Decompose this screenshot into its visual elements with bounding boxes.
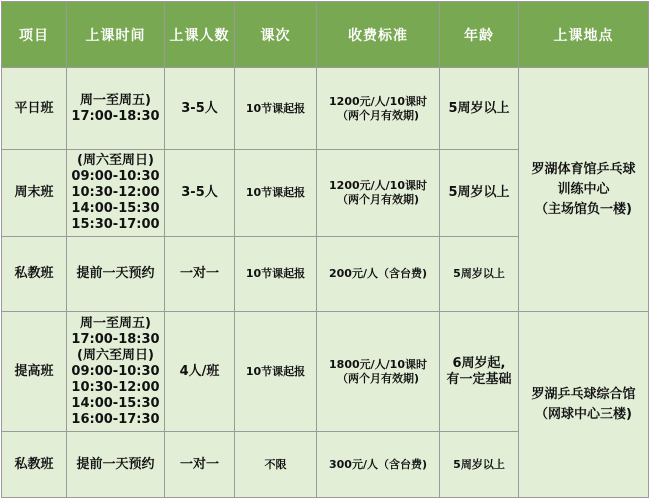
row-time: 周一至周五) 17:00-18:30 [67,68,165,150]
location-luohu-pingpong-complex: 罗湖乒乓球综合馆 （网球中心三楼) [519,312,649,498]
row-age: 5周岁以上 [440,68,519,150]
row-sessions: 10节课起报 [235,68,317,150]
location-luohu-gym: 罗湖体育馆乒乓球 训练中心 （主场馆负一楼) [519,68,649,312]
header-location: 上课地点 [519,2,649,68]
header-fee: 收费标准 [317,2,440,68]
row-count: 3-5人 [165,68,235,150]
row-time: 周一至周五) 17:00-18:30 (周六至周日) 09:00-10:30 10:30-12:00 14:00-15:30 16:00-17:30 [67,312,165,432]
header-class-time: 上课时间 [67,2,165,68]
row-sessions: 10节课起报 [235,237,317,312]
row-fee: 1200元/人/10课时 （两个月有效期) [317,68,440,150]
row-count: 3-5人 [165,150,235,237]
table-row [2,312,649,432]
row-name: 周末班 [2,150,67,237]
header-row [2,2,649,68]
row-time: 提前一天预约 [67,237,165,312]
row-count: 一对一 [165,237,235,312]
row-fee: 200元/人（含台费) [317,237,440,312]
course-schedule-table [1,1,649,498]
row-age: 6周岁起, 有一定基础 [440,312,519,432]
row-name: 提高班 [2,312,67,432]
row-name: 私教班 [2,237,67,312]
row-time: 提前一天预约 [67,432,165,498]
row-sessions: 不限 [235,432,317,498]
header-sessions: 课次 [235,2,317,68]
row-age: 5周岁以上 [440,237,519,312]
row-count: 一对一 [165,432,235,498]
header-class-size: 上课人数 [165,2,235,68]
row-fee: 300元/人（含台费) [317,432,440,498]
row-sessions: 10节课起报 [235,312,317,432]
table-row [2,68,649,150]
row-age: 5周岁以上 [440,150,519,237]
row-sessions: 10节课起报 [235,150,317,237]
header-age: 年龄 [440,2,519,68]
row-fee: 1200元/人/10课时 （两个月有效期) [317,150,440,237]
row-age: 5周岁以上 [440,432,519,498]
header-project: 项目 [2,2,67,68]
row-name: 平日班 [2,68,67,150]
row-name: 私教班 [2,432,67,498]
row-time: (周六至周日) 09:00-10:30 10:30-12:00 14:00-15:30 15:30-17:00 [67,150,165,237]
row-fee: 1800元/人/10课时 （两个月有效期) [317,312,440,432]
row-count: 4人/班 [165,312,235,432]
